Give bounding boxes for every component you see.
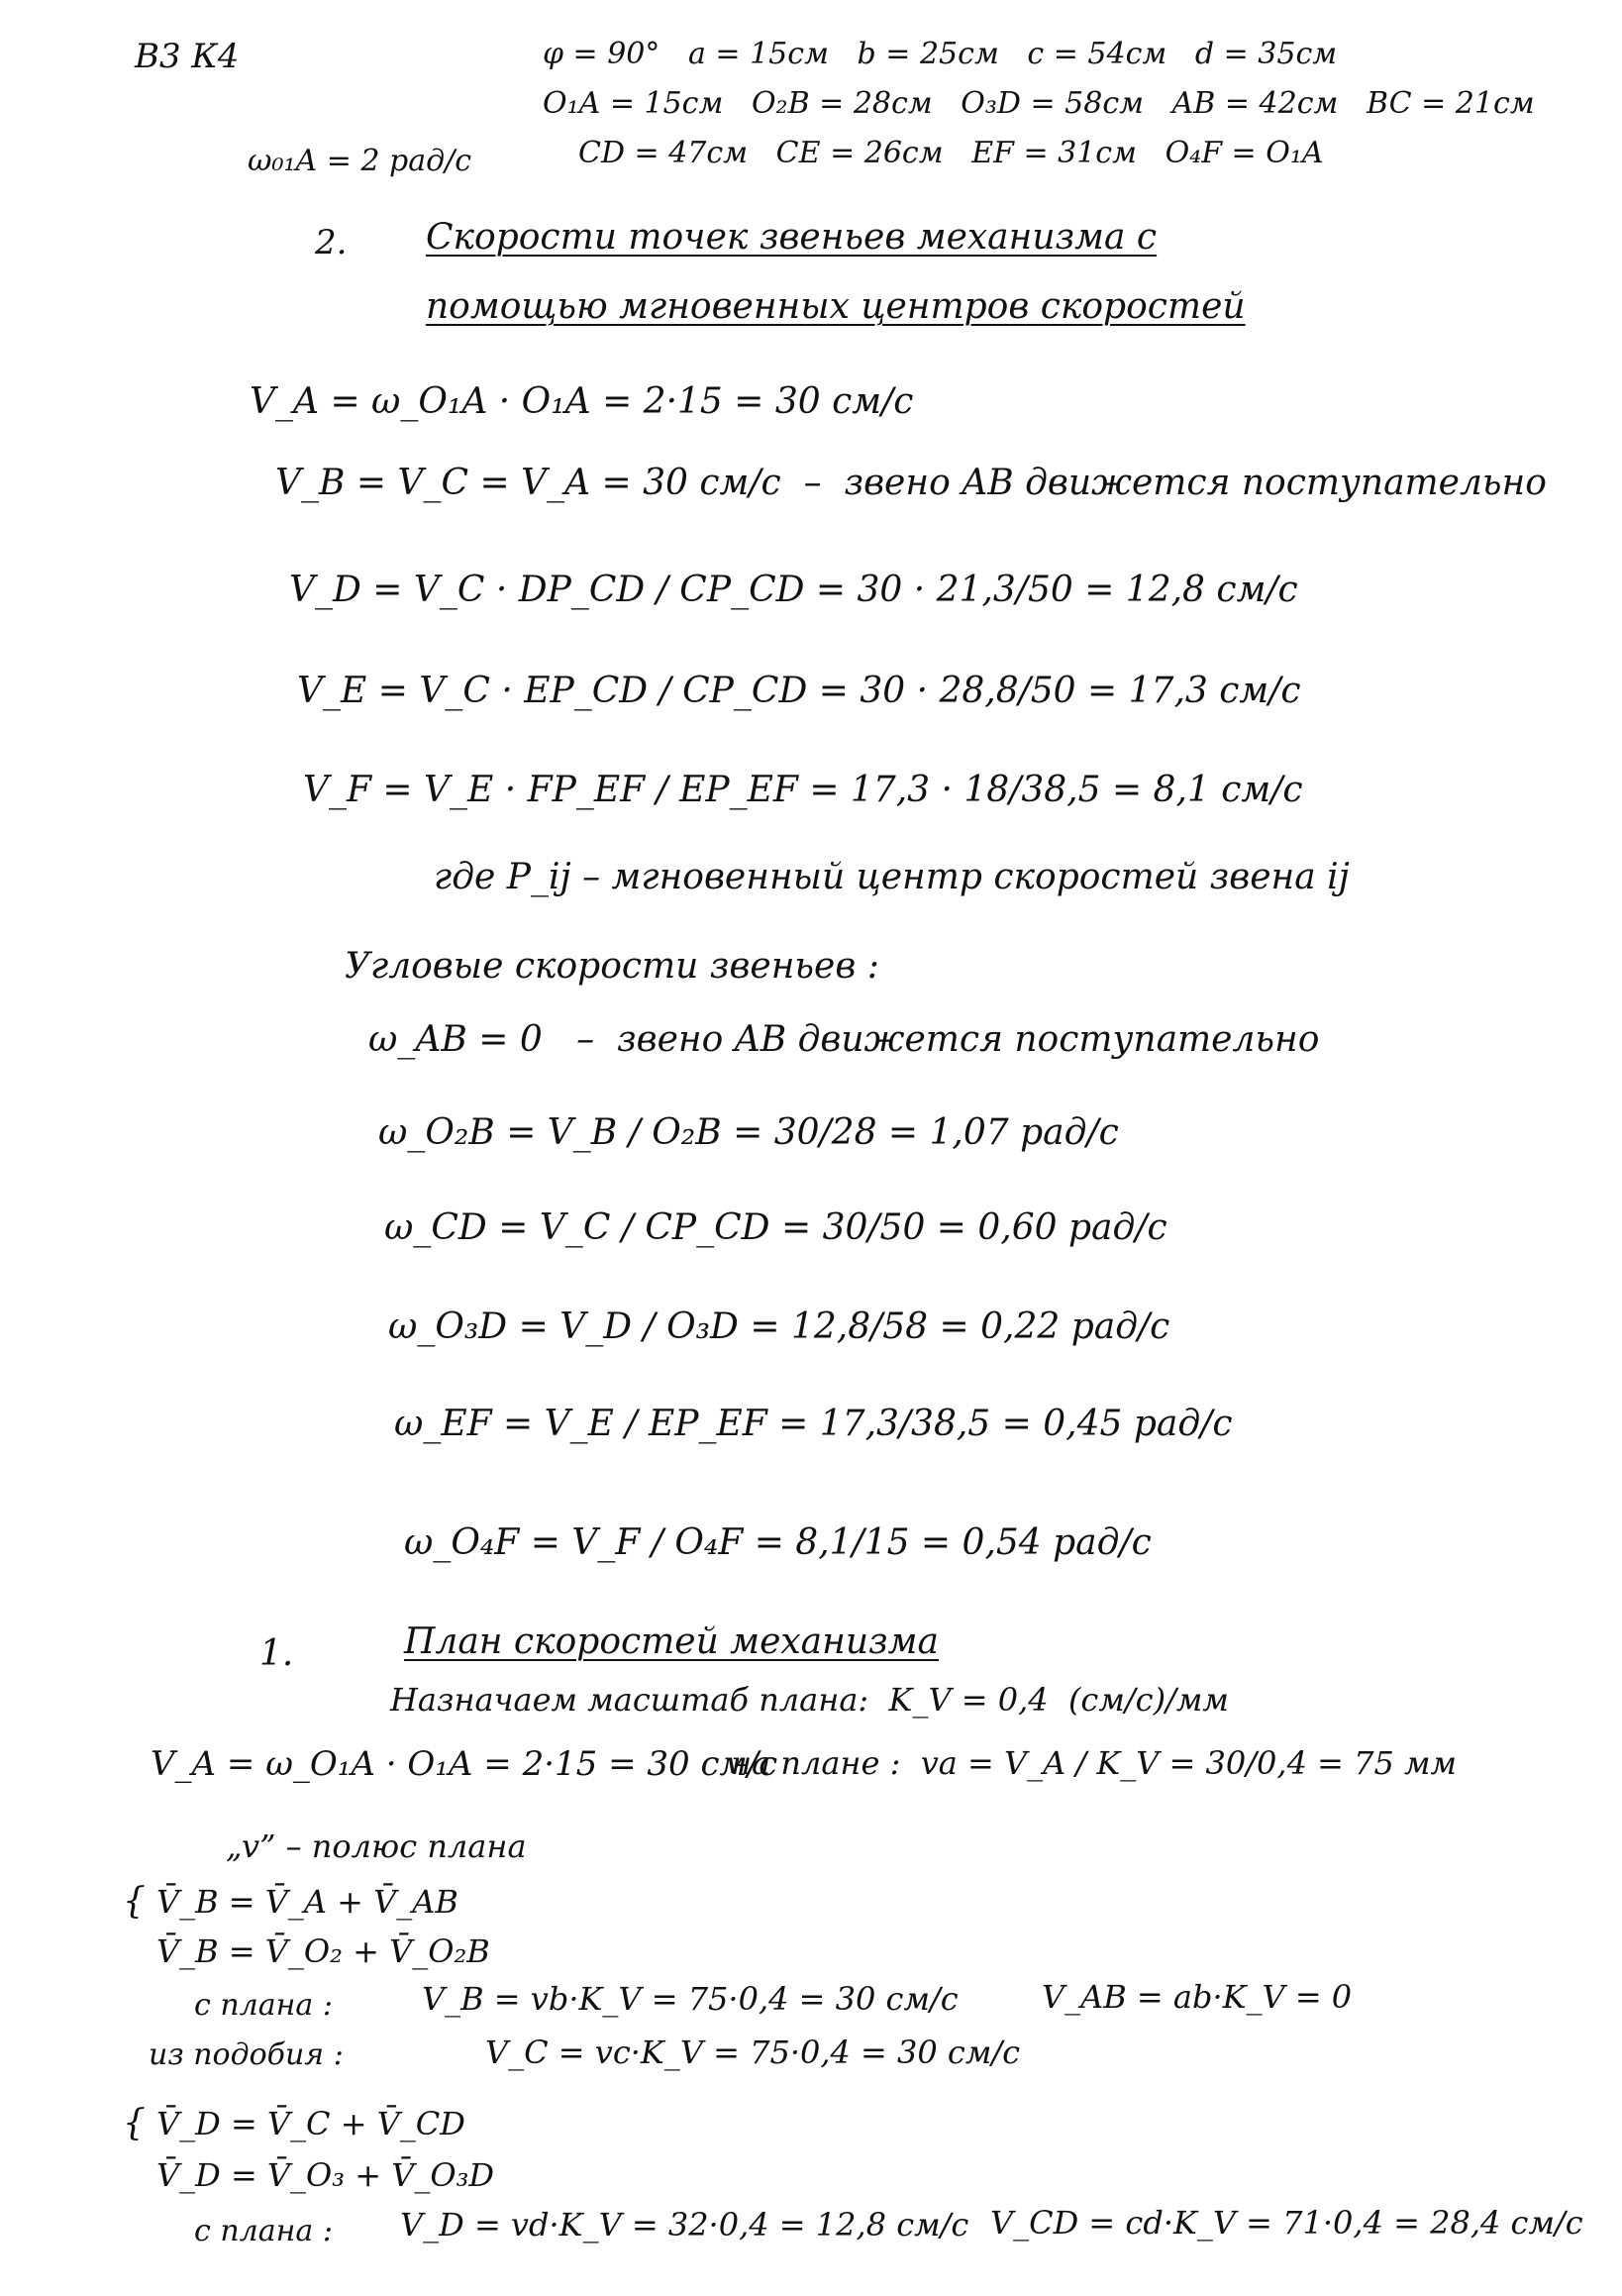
system-2-brace: { bbox=[123, 2103, 146, 2143]
similarity-label: из подобия : bbox=[149, 2037, 344, 2072]
omega-ab: ω_AB = 0 – звено AB движется поступательно bbox=[368, 1019, 1320, 1060]
omega-cd: ω_CD = V_C / CP_CD = 30/50 = 0,60 рад/с bbox=[384, 1207, 1167, 1248]
section-1-title: План скоростей механизма bbox=[404, 1621, 939, 1662]
vab-from-plan: V_AB = ab·K_V = 0 bbox=[1042, 1978, 1353, 2016]
equation-ve: V_E = V_C · EP_CD / CP_CD = 30 · 28,8/50 = 17,3 см/с bbox=[297, 671, 1301, 711]
plan-equation-va: V_A = ω_O₁A · O₁A = 2·15 = 30 см/с bbox=[151, 1744, 778, 1784]
plan-pole-label: „v” – полюс плана bbox=[226, 1827, 527, 1865]
plan-segment-va: на плане : va = V_A / K_V = 30/0,4 = 75 мм bbox=[731, 1744, 1458, 1782]
system-1-brace: { bbox=[123, 1881, 146, 1922]
omega-o3d: ω_O₃D = V_D / O₃D = 12,8/58 = 0,22 рад/с bbox=[388, 1306, 1170, 1347]
given-angular-velocity: ω₀₁A = 2 рад/с bbox=[248, 144, 472, 178]
equation-vd: V_D = V_C · DP_CD / CP_CD = 30 · 21,3/50 = 12,8 см/с bbox=[289, 570, 1298, 610]
angular-velocities-title: Угловые скорости звеньев : bbox=[345, 946, 879, 987]
vd-from-plan: V_D = vd·K_V = 32·0,4 = 12,8 см/с bbox=[400, 2206, 969, 2244]
system-1-equation-a: V̄_B = V̄_A + V̄_AB bbox=[156, 1883, 458, 1921]
vcd-from-plan: V_CD = cd·K_V = 71·0,4 = 28,4 см/с bbox=[990, 2204, 1583, 2242]
omega-o4f: ω_O₄F = V_F / O₄F = 8,1/15 = 0,54 рад/с bbox=[404, 1522, 1152, 1563]
system-2-equation-a: V̄_D = V̄_C + V̄_CD bbox=[156, 2105, 465, 2142]
section-1-number: 1. bbox=[259, 1633, 294, 1674]
omega-ef: ω_EF = V_E / EP_EF = 17,3/38,5 = 0,45 рад/с bbox=[394, 1404, 1233, 1444]
given-data-line-1: φ = 90° a = 15см b = 25см c = 54см d = 35см bbox=[543, 37, 1338, 71]
system-1-equation-b: V̄_B = V̄_O₂ + V̄_O₂B bbox=[156, 1932, 490, 1970]
equation-vf: V_F = V_E · FP_EF / EP_EF = 17,3 · 18/38,5 = 8,1 см/с bbox=[303, 770, 1303, 810]
from-plan-label-2: с плана : bbox=[194, 2214, 333, 2248]
given-data-line-2: O₁A = 15см O₂B = 28см O₃D = 58см AB = 42см BC = 21см bbox=[543, 86, 1535, 121]
variant-label: В3 К4 bbox=[135, 37, 240, 76]
equation-vb-vc: V_B = V_C = V_A = 30 см/с – звено AB движется поступательно bbox=[275, 463, 1547, 503]
vb-from-plan: V_B = vb·K_V = 75·0,4 = 30 см/с bbox=[422, 1980, 959, 2018]
scale-assignment: Назначаем масштаб плана: K_V = 0,4 (см/с)/мм bbox=[390, 1681, 1229, 1719]
omega-o2b: ω_O₂B = V_B / O₂B = 30/28 = 1,07 рад/с bbox=[378, 1112, 1119, 1153]
equation-va: V_A = ω_O₁A · O₁A = 2·15 = 30 см/с bbox=[250, 381, 914, 422]
section-2-title-line-2: помощью мгновенных центров скоростей bbox=[426, 286, 1246, 327]
from-plan-label-1: с плана : bbox=[194, 1988, 333, 2023]
vc-from-similarity: V_C = vc·K_V = 75·0,4 = 30 см/с bbox=[485, 2034, 1021, 2071]
system-2-equation-b: V̄_D = V̄_O₃ + V̄_O₃D bbox=[156, 2156, 495, 2194]
section-2-number: 2. bbox=[315, 223, 348, 262]
instant-center-note: где P_ij – мгновенный центр скоростей звена ij bbox=[434, 857, 1350, 897]
given-data-line-3: CD = 47см CE = 26см EF = 31см O₄F = O₁A bbox=[578, 136, 1324, 170]
section-2-title-line-1: Скорости точек звеньев механизма с bbox=[426, 217, 1158, 258]
